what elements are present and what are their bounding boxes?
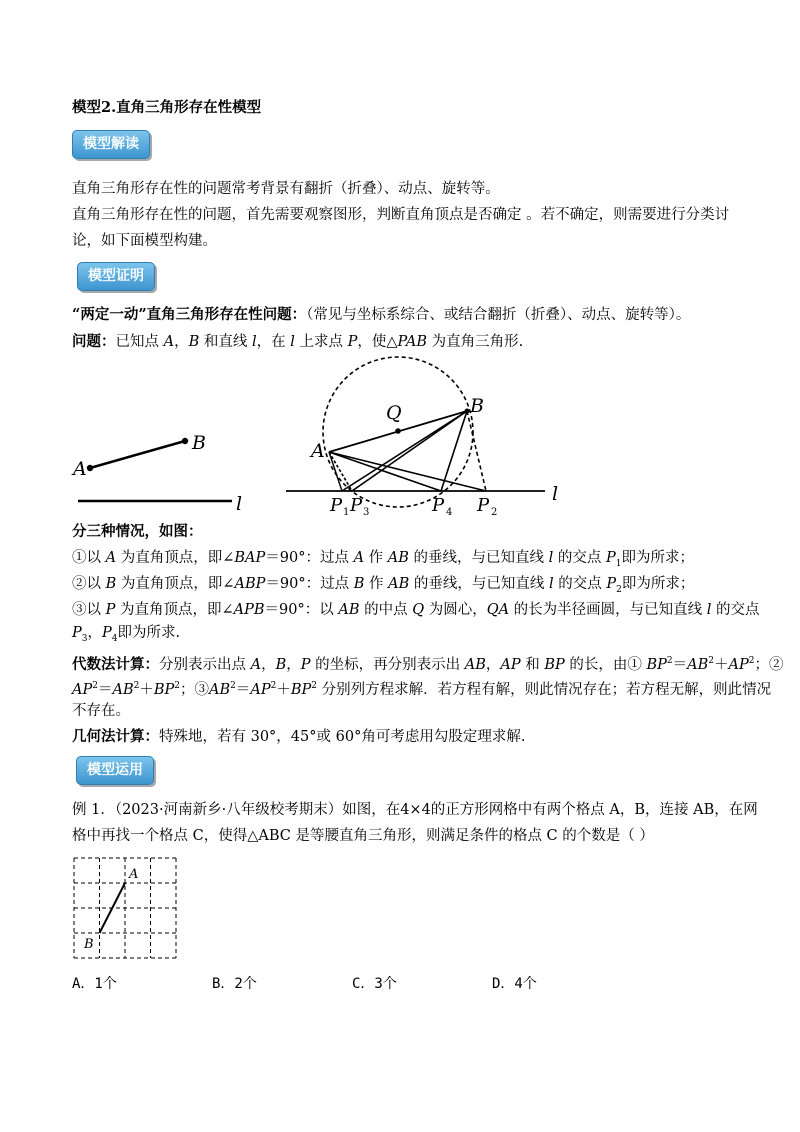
q-text: 和直线 <box>199 334 252 350</box>
c-var: BAP <box>234 550 266 566</box>
a-text: 的长，由① <box>569 656 647 673</box>
c-text: 作 <box>364 576 389 592</box>
c-var-b: B <box>398 576 410 592</box>
c-var <box>487 602 509 618</box>
q-text: 上求点 <box>294 334 348 350</box>
c-sub: 4 <box>111 633 118 644</box>
label-a: A <box>311 440 325 462</box>
c-var <box>388 550 409 566</box>
option-c[interactable]: C．3个 <box>352 976 397 992</box>
proof-heading <box>72 305 690 325</box>
q-var-b: B <box>188 334 200 350</box>
a-var: AB <box>112 681 134 698</box>
c-text: ①以 <box>72 550 106 566</box>
c-text: 的长为半径画圆，与已知直线 <box>509 602 707 618</box>
c-var: l <box>548 550 554 566</box>
point-a-left <box>87 465 93 471</box>
geometry-method <box>72 727 525 747</box>
q-var-pab: PAB <box>397 334 428 350</box>
a-var: AP <box>72 681 93 698</box>
c-var-a: A <box>498 602 510 618</box>
example-line-1: 例 1．（2023·河南新乡·八年级校考期末）如图，在4×4的正方形网格中有两个格点 A，B，连接 AB，在网 <box>72 802 758 818</box>
label-p4-sub: 4 <box>446 507 453 518</box>
c-text: ＝90°：过点 <box>265 550 354 566</box>
a-var: BP <box>646 656 667 673</box>
c-var: P <box>606 576 617 592</box>
c-text: 即为所求； <box>621 576 695 592</box>
c-var <box>338 602 359 618</box>
intro-paragraph-2b: 论，如下面模型构建。 <box>72 233 217 249</box>
c-var: A <box>353 550 365 566</box>
a-var: BP <box>153 681 175 698</box>
section-title: 模型2.直角三角形存在性模型 <box>72 99 262 116</box>
c-text: 的垂线，与已知直线 <box>408 550 549 566</box>
label-p2-sub: 2 <box>491 507 498 518</box>
point-b-left <box>182 438 188 444</box>
a-var: BP <box>544 656 565 673</box>
a-var: BP <box>290 681 312 698</box>
tag-model-proof: 模型证明 <box>77 262 155 291</box>
c-text: 为直角顶点，即∠ <box>116 576 235 592</box>
label-q: Q <box>386 402 402 424</box>
a-var: AB <box>464 656 486 673</box>
c-text: ， <box>87 625 102 641</box>
segment-bp4 <box>441 411 467 491</box>
case-1 <box>72 548 694 574</box>
label-l-left: l <box>236 493 243 515</box>
segment-bp3 <box>352 411 467 491</box>
q-text: ，在 <box>256 334 291 350</box>
c-var-a: A <box>387 550 399 566</box>
algebra-line-1: 代数法计算：分别表示出点 A，B，P 的坐标，再分别表示出 AB，AP 和 BP 的长，由① $BP^2=AB^2+AP^2$；② <box>72 655 784 673</box>
c-sub: 2 <box>616 584 622 595</box>
grid-label-a: A <box>129 867 139 882</box>
a-text: ；② <box>754 656 784 673</box>
a-var: P <box>300 656 311 673</box>
label-a-left: A <box>73 458 87 480</box>
grid-label-b: B <box>84 937 94 952</box>
label-p1-sub: 1 <box>343 507 350 518</box>
c-text: ＝90°：以 <box>264 602 339 618</box>
c-text: 的中点 <box>359 602 413 618</box>
intro-paragraph-2a: 直角三角形存在性的问题，首先需要观察图形，判断直角顶点是否确定 。若不确定，则需要进行分类讨 <box>72 207 730 223</box>
case-2 <box>72 574 694 600</box>
case-3-cont <box>72 623 180 649</box>
c-var: P <box>102 625 112 641</box>
c-text: 的垂线，与已知直线 <box>409 576 549 592</box>
segment-bp2 <box>467 411 486 491</box>
c-var: B <box>105 576 117 592</box>
c-text: 为直角顶点，即∠ <box>116 550 235 566</box>
c-var: ABP <box>234 576 266 592</box>
label-p3-sub: 3 <box>363 507 370 518</box>
a-text: 的坐标，再分别表示出 <box>315 656 465 673</box>
c-text: ＝90°：过点 <box>265 576 354 592</box>
label-b: B <box>470 395 484 417</box>
case-3 <box>72 600 760 620</box>
c-var-a: A <box>388 576 399 592</box>
c-var-b: B <box>348 602 360 618</box>
geometry-text: 特殊地，若有 30°，45°或 60°角可考虑用勾股定理求解. <box>159 729 526 745</box>
question-label: 问题： <box>72 333 116 350</box>
a-text: 分别表示出点 <box>159 656 251 673</box>
cases-heading: 分三种情况，如图： <box>72 523 203 540</box>
a-text: 分别列方程求解．若方程有解，则此情况存在；若方程无解，则此情况 <box>321 681 772 698</box>
c-text: 即为所求； <box>621 550 694 566</box>
c-var-q: Q <box>486 602 499 618</box>
intro-paragraph-1: 直角三角形存在性的问题常考背景有翻折（折叠）、动点、旋转等。 <box>72 181 500 197</box>
tag-model-interpretation: 模型解读 <box>72 130 150 159</box>
geometry-figure <box>0 355 800 520</box>
c-text: 为圆心， <box>424 602 487 618</box>
c-text: ③以 <box>72 602 106 618</box>
c-var: B <box>353 576 365 592</box>
a-var: A <box>250 656 262 673</box>
c-var: Q <box>412 602 425 618</box>
c-text: 作 <box>364 550 388 566</box>
c-text: 的交点 <box>553 576 607 592</box>
a-var: AP <box>250 681 271 698</box>
q-var-p: P <box>347 334 358 350</box>
proof-heading-bold: “两定一动”直角三角形存在性问题： <box>72 306 307 323</box>
q-text: 已知点 <box>115 334 164 350</box>
label-p2: P <box>477 495 490 516</box>
a-var: AP <box>728 656 749 673</box>
c-var: P <box>72 625 82 641</box>
geometry-label: 几何法计算： <box>72 728 159 745</box>
c-text: 即为所求. <box>117 625 181 641</box>
c-sub: 1 <box>615 558 622 569</box>
c-text: ②以 <box>72 576 106 592</box>
a-var: AB <box>209 681 231 698</box>
c-var: P <box>105 602 116 618</box>
c-var-a: A <box>338 602 349 618</box>
q-var-l: l <box>251 334 257 350</box>
segment-ab-left <box>90 441 185 468</box>
q-text: ，使△ <box>357 334 398 350</box>
c-var: l <box>706 602 712 618</box>
point-q <box>395 428 401 434</box>
c-var: l <box>548 576 554 592</box>
c-sub: 3 <box>81 633 88 644</box>
question-line <box>72 332 523 352</box>
option-b[interactable]: B．2个 <box>212 976 257 992</box>
tag-model-application: 模型运用 <box>76 756 154 785</box>
c-text: 为直角顶点，即∠ <box>115 602 234 618</box>
example-line-2: 格中再找一个格点 C，使得△ABC 是等腰直角三角形，则满足条件的格点 C 的个数是（ ） <box>72 828 654 844</box>
q-text: 为直角三角形. <box>427 334 524 350</box>
a-var: AB <box>687 656 709 673</box>
grid-figure <box>70 854 182 962</box>
proof-heading-rest: （常见与坐标系综合、或结合翻折（折叠）、动点、旋转等）。 <box>306 307 691 323</box>
q-text: ， <box>174 334 189 350</box>
label-p4: P <box>432 495 445 516</box>
c-text: 的交点 <box>553 550 606 566</box>
algebra-line-3: 不存在。 <box>72 703 130 719</box>
c-var: P <box>605 550 616 566</box>
c-var-b: B <box>398 550 409 566</box>
c-var: APB <box>233 602 265 618</box>
a-var: AP <box>500 656 521 673</box>
label-p3: P <box>350 495 363 516</box>
q-var-a: A <box>163 334 175 350</box>
c-text: 的交点 <box>711 602 760 618</box>
a-var: B <box>275 656 287 673</box>
algebra-label: 代数法计算： <box>72 655 159 673</box>
c-var <box>388 576 409 592</box>
option-d[interactable]: D．4个 <box>492 976 537 992</box>
a-text: ；③ <box>180 681 209 698</box>
option-a[interactable]: A．1个 <box>72 976 117 992</box>
label-p1: P <box>330 495 343 516</box>
c-var: A <box>105 550 117 566</box>
label-l: l <box>552 483 559 505</box>
algebra-line-2: $AP^2=AB^2+BP^2$；$③AB^2=AP^2+BP^2$ 分别列方程求解．若方程有解，则此情况存在；若方程无解，则此情况 <box>72 681 772 698</box>
q-var-l: l <box>290 334 295 350</box>
label-b-left: B <box>192 432 206 454</box>
